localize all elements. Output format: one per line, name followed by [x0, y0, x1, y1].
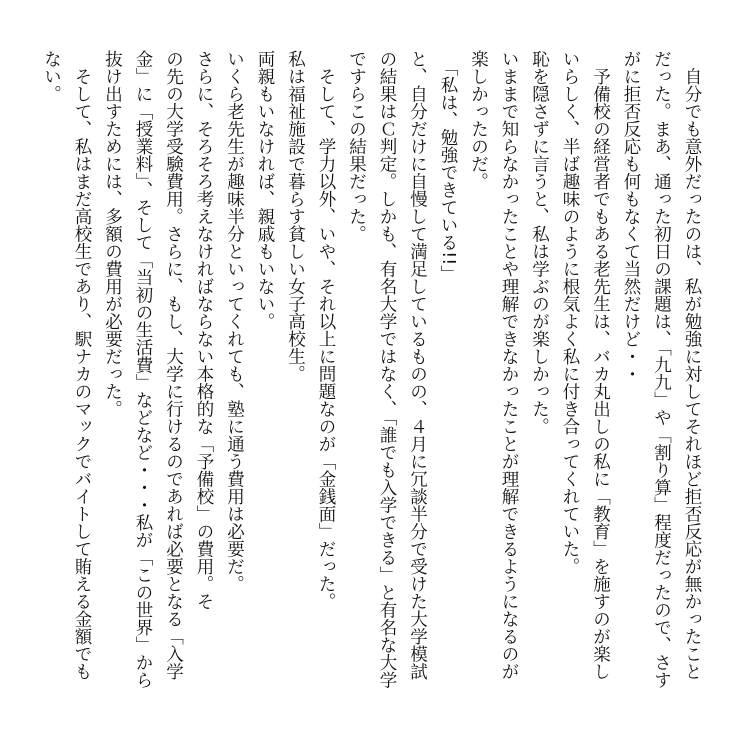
paragraph: と、自分だけに自慢して満足しているものの、４月に冗談半分で受けた大学模試の結果はＣ判定。しかも、有名大学ではなく、「誰でも入学できる」と有名な大学ですらこの結果だった。: [346, 50, 428, 689]
paragraph: 「私は、勉強できている!!」: [438, 50, 458, 283]
paragraph: 自分でも意外だったのは、私が勉強に対してそれほど拒否反応が無かったことだった。まあ、通った初日の課題は、「九九」や「割り算」程度だったので、さすがに拒否反応も何もなくて当然だけど・・: [621, 50, 702, 689]
paragraph: 私は福祉施設で暮らす貧しい女子高校生。: [285, 50, 306, 383]
paragraph: 予備校の経営者でもある老先生は、バカ丸出しの私に「教育」を施すのが楽しいらしく、半ば趣味のように根気よく私に付き合ってくれていた。: [560, 50, 611, 680]
paragraph: さらに、そろそろ考えなければならない本格的な「予備校」の費用。そ: [194, 50, 214, 610]
paragraph: いままで知らなかったことや理解できなかったことが理解できるようになるのが楽しかったのだ。: [468, 50, 519, 680]
vertical-text-body: [28, 50, 707, 690]
paragraph: 恥を隠さずに言うと、私は学ぶのが楽しかった。: [529, 50, 550, 435]
paragraph: そして、学力以外、いや、それ以上に問題なのが「金銭面」だった。: [316, 50, 336, 610]
paragraph: そして、私はまだ高校生であり、駅ナカのマックでバイトして賄える金額でもない。: [41, 50, 92, 680]
paragraph: 両親もいなければ、親戚もいない。: [255, 50, 275, 330]
paragraph: の先の大学受験費用。さらに、もし、大学に行けるのであれば必要となる「入学金」に「授業料」、そして「当初の生活費」などなど・・・私が「この世界」から抜け出すためには、多額の費用が必要だった。: [102, 50, 184, 689]
paragraph: いくら老先生が趣味半分といってくれても、塾に通う費用は必要だ。: [224, 50, 245, 593]
